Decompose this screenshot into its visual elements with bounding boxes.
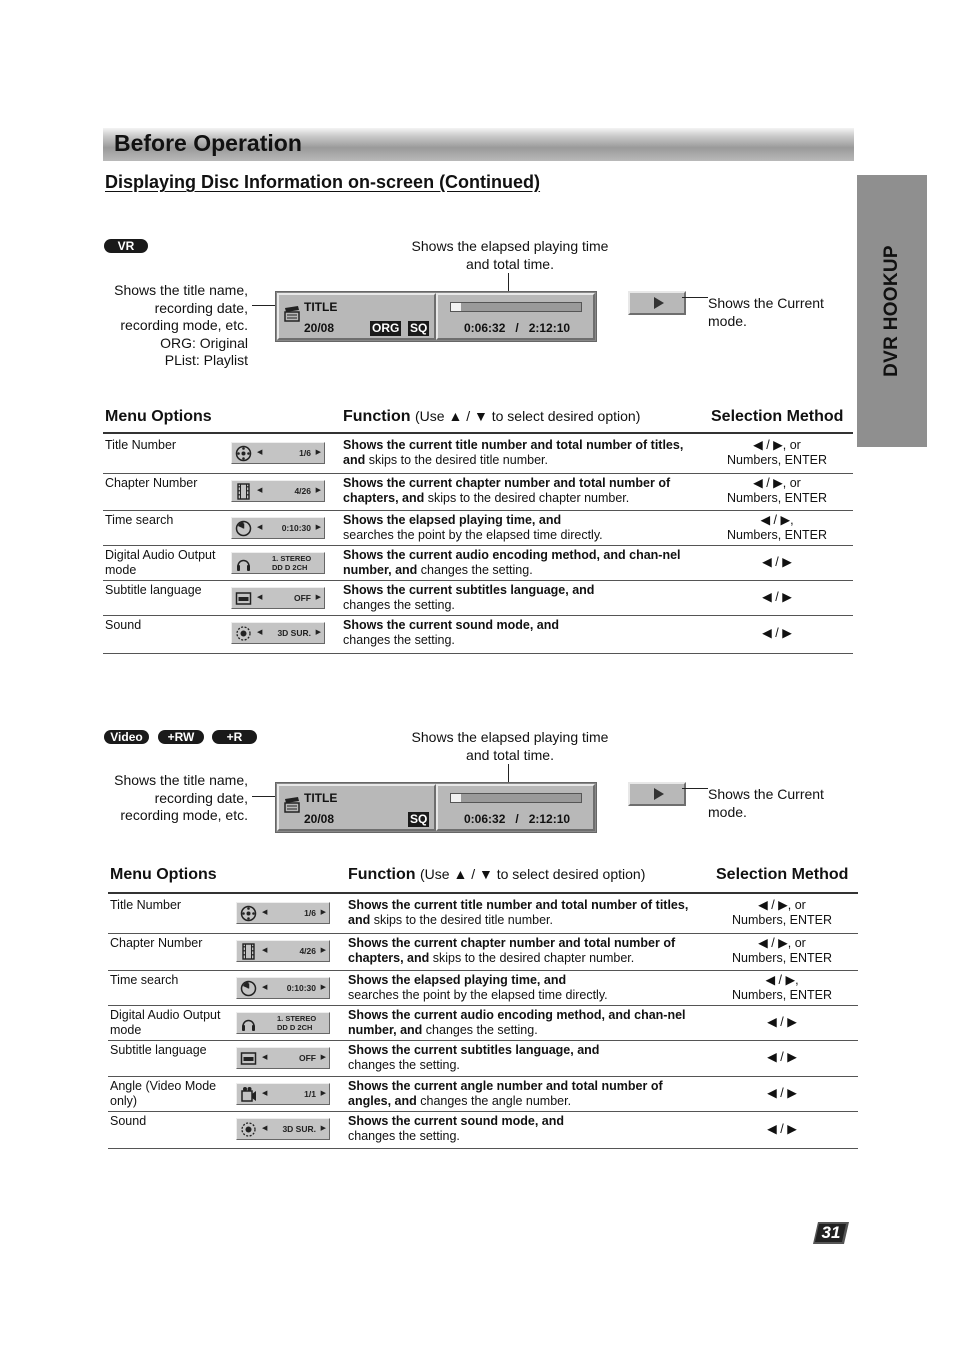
right-arrow-icon: ▶ — [315, 594, 321, 601]
right-arrow-icon: ▶ — [320, 947, 326, 954]
function-bold-text: Shows the current angle number and total number of angles, and — [348, 1079, 663, 1108]
options-table — [103, 372, 853, 655]
row-rule — [108, 1148, 858, 1149]
selection-method — [706, 1050, 858, 1065]
option-display — [231, 517, 325, 539]
selection-line: ◀ / ▶ — [767, 1015, 797, 1029]
camera-icon — [240, 1086, 257, 1103]
option-value-line: DD D 2CH — [277, 1023, 313, 1032]
audio-icon — [240, 1015, 257, 1032]
right-arrow-icon: ▶ — [320, 1090, 326, 1097]
page-number: 31 — [821, 1223, 841, 1242]
option-display — [236, 1118, 330, 1140]
clapper-icon — [283, 796, 301, 814]
option-value-line: DD D 2CH — [272, 563, 308, 572]
progress-bar — [450, 302, 582, 312]
sound-icon — [240, 1121, 257, 1138]
caption-line: recording mode, etc. — [120, 317, 248, 333]
function-text: changes the setting. — [343, 597, 455, 612]
selection-method — [706, 898, 858, 927]
caption-line: mode. — [708, 803, 747, 820]
sq-tag: SQ — [410, 321, 428, 335]
selection-line: Numbers, ENTER — [726, 452, 828, 467]
header-function — [348, 866, 645, 884]
selection-line: ◀ / ▶, or — [753, 476, 801, 490]
header-selection-method: Selection Method — [711, 408, 844, 425]
header-function-note: (Use ▲ / ▼ to select desired option) — [420, 866, 646, 882]
header-menu-options: Menu Options — [110, 866, 217, 883]
table-row — [103, 474, 853, 511]
header-function-label: Function — [343, 408, 411, 425]
function-description — [348, 1114, 693, 1143]
selection-method — [706, 1086, 858, 1101]
caption-line: Shows the title name, — [114, 772, 248, 788]
right-arrow-icon: ▶ — [320, 1125, 326, 1132]
left-arrow-icon: ◀ — [257, 629, 263, 636]
function-description — [348, 973, 693, 1002]
selection-line: ◀ / ▶, or — [758, 898, 806, 912]
leader-line — [682, 788, 708, 789]
function-description — [348, 1008, 693, 1037]
table-row — [108, 934, 858, 971]
option-label: Subtitle language — [105, 583, 202, 597]
function-text: skips to the desired title number. — [370, 912, 553, 927]
caption-line: Shows the title name, — [114, 282, 248, 298]
selection-line: ◀ / ▶ — [762, 626, 792, 640]
function-text: changes the angle number. — [416, 1093, 572, 1108]
play-icon — [654, 788, 664, 800]
option-value: 0:10:30 — [281, 523, 311, 533]
function-description — [348, 936, 693, 965]
function-description — [348, 1079, 693, 1108]
plus-rw-badge: +RW — [158, 730, 204, 744]
right-arrow-icon: ▶ — [320, 984, 326, 991]
section-header-bar — [103, 128, 854, 161]
option-value: 0:10:30 — [286, 983, 316, 993]
option-label: Digital Audio Output mode — [110, 1008, 221, 1037]
function-text: changes the setting. — [417, 562, 533, 577]
function-description — [343, 618, 688, 647]
play-icon — [654, 297, 664, 309]
option-value: 3D SUR. — [282, 1124, 316, 1134]
progress-bar — [450, 793, 582, 803]
side-tab-label: DVR HOOKUP — [881, 245, 902, 377]
option-display — [236, 1047, 330, 1069]
caption-line: mode. — [708, 312, 747, 329]
selection-method — [706, 1122, 858, 1137]
caption-line: ORG: Original — [160, 334, 248, 351]
right-arrow-icon: ▶ — [315, 629, 321, 636]
caption-line: recording date, — [154, 789, 248, 806]
function-text: searches the point by the elapsed time directly. — [343, 527, 603, 542]
selection-line: ◀ / ▶, or — [758, 936, 806, 950]
selection-method — [701, 476, 853, 505]
option-display — [231, 587, 325, 609]
table-row — [108, 1112, 858, 1149]
function-bold-text: Shows the current chapter number and total number of chapters, and — [348, 936, 676, 965]
function-bold-text: Shows the current audio encoding method, and chan-nel number, and — [343, 548, 681, 577]
option-label: Time search — [105, 513, 174, 527]
page-title: Before Operation — [114, 130, 302, 156]
option-value: OFF — [294, 593, 311, 603]
function-bold-text: Shows the current title number and total number of titles, and — [343, 438, 684, 467]
right-arrow-icon: ▶ — [315, 524, 321, 531]
header-function-note: (Use ▲ / ▼ to select desired option) — [415, 408, 641, 424]
osd-display — [275, 291, 597, 342]
selection-method — [706, 936, 858, 965]
left-arrow-icon: ◀ — [262, 984, 268, 991]
table-row — [108, 1041, 858, 1077]
function-bold-text: Shows the current subtitles language, and — [348, 1043, 600, 1057]
table-row — [108, 1006, 858, 1041]
function-bold-text: Shows the current title number and total number of titles, and — [348, 898, 689, 927]
left-arrow-icon: ◀ — [262, 1090, 268, 1097]
selection-line: ◀ / ▶, or — [753, 438, 801, 452]
clock-icon — [235, 520, 252, 537]
function-description — [343, 476, 688, 505]
function-bold-text: Shows the current sound mode, and — [348, 1114, 564, 1128]
option-display — [231, 480, 325, 502]
elapsed-caption — [396, 238, 624, 273]
subtitle-icon — [235, 590, 252, 607]
caption-line: and total time. — [466, 746, 554, 763]
selection-method — [706, 1015, 858, 1030]
selection-line: Numbers, ENTER — [731, 912, 833, 927]
table-row — [103, 546, 853, 581]
option-value — [272, 554, 311, 572]
option-label: Digital Audio Output mode — [105, 548, 216, 577]
selection-line: Numbers, ENTER — [726, 490, 828, 505]
option-display — [236, 902, 330, 924]
title-info-caption — [80, 282, 248, 370]
clapper-icon — [283, 305, 301, 323]
options-table — [108, 858, 858, 1146]
selection-line: Numbers, ENTER — [726, 527, 828, 542]
row-rule — [103, 653, 853, 654]
option-value: 1/6 — [299, 448, 311, 458]
caption-line: Shows the elapsed playing time — [411, 729, 609, 745]
right-arrow-icon: ▶ — [315, 449, 321, 456]
right-arrow-icon: ▶ — [320, 1054, 326, 1061]
mode-display — [628, 782, 686, 806]
function-bold-text: Shows the current chapter number and total number of chapters, and — [343, 476, 671, 505]
option-display — [236, 940, 330, 962]
function-text: changes the setting. — [348, 1057, 460, 1072]
option-label: Angle (Video Mode only) — [110, 1079, 217, 1108]
header-selection-method: Selection Method — [716, 866, 849, 883]
function-text: skips to the desired title number. — [365, 452, 548, 467]
option-label: Time search — [110, 973, 179, 987]
option-label: Sound — [110, 1114, 147, 1128]
sq-tag: SQ — [410, 812, 428, 826]
left-arrow-icon: ◀ — [262, 1054, 268, 1061]
film-icon — [235, 483, 252, 500]
video-badge: Video — [104, 730, 149, 744]
option-value-line: 1. STEREO — [277, 1014, 317, 1023]
mode-caption — [708, 295, 848, 330]
mode-display — [628, 291, 686, 315]
option-label: Title Number — [105, 438, 177, 452]
selection-method — [701, 438, 853, 467]
selection-method — [701, 513, 853, 542]
table-row — [103, 581, 853, 616]
osd-display — [275, 782, 597, 833]
osd-title-label: TITLE — [304, 300, 338, 314]
option-display — [236, 977, 330, 999]
option-value — [277, 1014, 316, 1032]
progress-fill — [451, 303, 461, 311]
option-value-line: 1. STEREO — [272, 554, 312, 563]
selection-method — [701, 555, 853, 570]
caption-line: Shows the elapsed playing time — [411, 238, 609, 254]
elapsed-caption — [396, 729, 624, 764]
selection-line: ◀ / ▶ — [762, 590, 792, 604]
selection-line: ◀ / ▶ — [767, 1122, 797, 1136]
plus-r-badge: +R — [212, 730, 257, 744]
osd-time: 0:06:32 / 2:12:10 — [464, 812, 571, 826]
option-label: Title Number — [110, 898, 182, 912]
option-display — [231, 552, 325, 574]
audio-icon — [235, 555, 252, 572]
disc-icon — [240, 905, 257, 922]
option-label: Subtitle language — [110, 1043, 207, 1057]
subtitle-icon — [240, 1050, 257, 1067]
option-value: 4/26 — [299, 946, 316, 956]
left-arrow-icon: ◀ — [262, 909, 268, 916]
selection-line: ◀ / ▶ — [767, 1050, 797, 1064]
function-bold-text: Shows the elapsed playing time, and — [348, 973, 567, 987]
left-arrow-icon: ◀ — [262, 1125, 268, 1132]
function-text: skips to the desired chapter number. — [424, 490, 630, 505]
header-menu-options: Menu Options — [105, 408, 212, 425]
selection-line: ◀ / ▶, — [765, 973, 799, 987]
function-description — [343, 583, 688, 612]
function-bold-text: Shows the current audio encoding method, and chan-nel number, and — [348, 1008, 686, 1037]
left-arrow-icon: ◀ — [257, 524, 263, 531]
function-text: changes the setting. — [422, 1022, 538, 1037]
function-bold-text: Shows the current sound mode, and — [343, 618, 559, 632]
header-function — [343, 408, 640, 426]
table-row — [103, 511, 853, 546]
option-value: 4/26 — [294, 486, 311, 496]
film-icon — [240, 943, 257, 960]
function-text: changes the setting. — [348, 1128, 460, 1143]
right-arrow-icon: ▶ — [315, 487, 321, 494]
option-display — [231, 442, 325, 464]
leader-line — [682, 297, 708, 298]
option-value: OFF — [299, 1053, 316, 1063]
table-row — [108, 894, 858, 934]
selection-method — [701, 590, 853, 605]
disc-icon — [235, 445, 252, 462]
table-row — [108, 1077, 858, 1112]
table-row — [108, 971, 858, 1006]
caption-line: recording mode, etc. — [120, 807, 248, 823]
progress-fill — [451, 794, 461, 802]
left-arrow-icon: ◀ — [262, 947, 268, 954]
function-description — [348, 898, 693, 927]
sound-icon — [235, 625, 252, 642]
osd-title-number: 20/08 — [304, 321, 335, 335]
option-display — [236, 1083, 330, 1105]
osd-title-number: 20/08 — [304, 812, 335, 826]
osd-title-label: TITLE — [304, 791, 338, 805]
caption-line: Shows the Current — [708, 295, 824, 311]
function-bold-text: Shows the current subtitles language, and — [343, 583, 595, 597]
osd-time-panel — [436, 784, 595, 831]
option-display — [231, 622, 325, 644]
option-display — [236, 1012, 330, 1034]
table-row — [103, 616, 853, 654]
function-description — [343, 548, 688, 577]
selection-method — [706, 973, 858, 1002]
osd-time-panel — [436, 293, 595, 340]
caption-line: Shows the Current — [708, 786, 824, 802]
selection-line: ◀ / ▶, — [760, 513, 794, 527]
function-description — [343, 513, 688, 542]
left-arrow-icon: ◀ — [257, 449, 263, 456]
function-text: skips to the desired chapter number. — [429, 950, 635, 965]
function-description — [348, 1043, 693, 1072]
osd-title-panel — [277, 784, 436, 831]
option-label: Chapter Number — [110, 936, 203, 950]
option-value: 3D SUR. — [277, 628, 311, 638]
section-subtitle: Displaying Disc Information on-screen (Continued) — [105, 172, 541, 192]
header-function-label: Function — [348, 866, 416, 883]
caption-line: PList: Playlist — [164, 352, 248, 368]
table-row — [103, 434, 853, 474]
title-info-caption — [80, 772, 248, 825]
osd-title-panel — [277, 293, 436, 340]
selection-line: ◀ / ▶ — [762, 555, 792, 569]
left-arrow-icon: ◀ — [257, 487, 263, 494]
option-label: Sound — [105, 618, 142, 632]
function-description — [343, 438, 688, 467]
clock-icon — [240, 980, 257, 997]
mode-caption — [708, 786, 848, 821]
selection-method — [701, 626, 853, 641]
side-tab — [857, 175, 927, 447]
selection-line: Numbers, ENTER — [731, 950, 833, 965]
osd-time: 0:06:32 / 2:12:10 — [464, 321, 571, 335]
org-tag: ORG — [372, 321, 400, 335]
right-arrow-icon: ▶ — [320, 909, 326, 916]
left-arrow-icon: ◀ — [257, 594, 263, 601]
option-label: Chapter Number — [105, 476, 198, 490]
caption-line: recording date, — [154, 299, 248, 316]
selection-line: Numbers, ENTER — [731, 987, 833, 1002]
function-bold-text: Shows the elapsed playing time, and — [343, 513, 562, 527]
function-text: changes the setting. — [343, 632, 455, 647]
option-value: 1/6 — [304, 908, 316, 918]
option-value: 1/1 — [304, 1089, 316, 1099]
caption-line: and total time. — [466, 255, 554, 272]
vr-badge: VR — [104, 239, 148, 253]
function-text: searches the point by the elapsed time directly. — [348, 987, 608, 1002]
selection-line: ◀ / ▶ — [767, 1086, 797, 1100]
